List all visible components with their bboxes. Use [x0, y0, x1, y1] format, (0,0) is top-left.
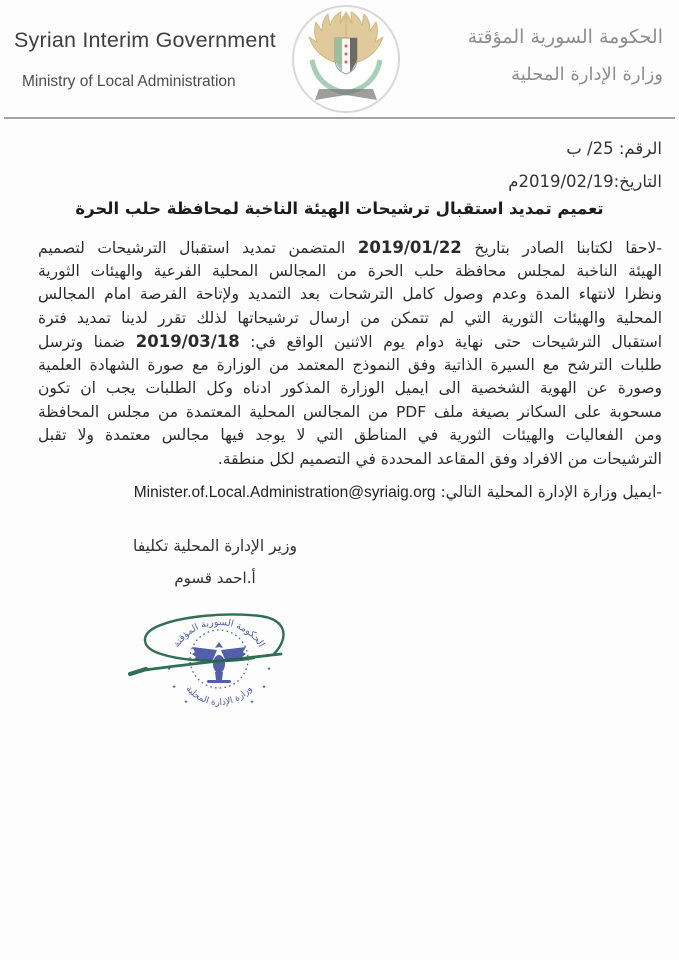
- org-name-arabic: الحكومة السورية المؤقتة: [467, 26, 663, 48]
- svg-text:٭: ٭: [166, 664, 172, 673]
- eagle-emblem-icon: [286, 2, 406, 122]
- svg-text:٭: ٭: [261, 682, 267, 691]
- body-line-7: وصورة عن الهوية الشخصية الى ايميل الوزارة المذكور ادناه وكل الطلبات يجب ان تكون: [38, 379, 662, 397]
- svg-text:٭: ٭: [266, 664, 272, 673]
- signature-block: [103, 537, 327, 587]
- svg-text:٭: ٭: [171, 682, 177, 691]
- government-emblem-logo: [286, 2, 406, 122]
- stamp-bottom-text: وزارة الإدارة المحلية: [183, 684, 255, 709]
- svg-text:٭: ٭: [249, 697, 255, 706]
- svg-text:وزارة الإدارة المحلية: [184, 684, 255, 708]
- svg-text:٭: ٭: [183, 697, 189, 706]
- ministry-name-arabic: وزارة الإدارة المحلية: [511, 64, 663, 85]
- reference-number-line: الرقم: 25/ ب: [566, 139, 662, 158]
- email-line: [38, 480, 662, 504]
- body-line-6: طلبات الترشح مع السيرة الذاتية وفق النموذج المعتمد من الوزارة مع صورة الشهادة العلمية: [38, 355, 662, 374]
- ministry-name-english: Ministry of Local Administration: [22, 73, 236, 90]
- date-emphasis: 2019/01/22: [357, 238, 462, 257]
- body-line-3: ونظرا لانتهاء المدة وعدم وصول كامل الترشحات بعد التمديد ولإتاحة الفرصة امام المجالس: [38, 285, 662, 303]
- body-line-5-post: ضمنا وترسل: [38, 333, 126, 351]
- header-divider: [4, 117, 675, 119]
- stamp-top-text: الحكومة السورية المؤقتة: [171, 616, 267, 650]
- body-paragraph: [38, 236, 662, 504]
- flag-shield: [335, 38, 357, 74]
- body-line-8: مسحوبة على السكانر بصيغة ملف PDF من المجالس المحلية المعتمدة من مجلس المحافظة: [38, 402, 662, 421]
- date-emphasis: 2019/03/18: [135, 332, 240, 351]
- body-line-2: الهيئة الناخبة لمجلس محافظة حلب الحرة من المجالس المحلية الفرعية والهيئات الثورية: [38, 261, 662, 280]
- body-line-4: المحلية والهيئات الثورية التي لم تتمكن من ارسال ترشيحاتها لذلك تقرر لدينا تمديد فترة: [38, 308, 662, 327]
- body-line-5: [38, 330, 662, 354]
- body-line-9: ومن الفعاليات والهيئات الثورية في المناطق التي لا يوجد فيها مجالس معتمدة ولا تقبل: [38, 426, 662, 444]
- body-line-5-pre: استقبال الترشيحات حتى نهاية دوام يوم الاثنين الواقع في:: [250, 333, 662, 351]
- letterhead-english: [14, 28, 276, 91]
- letterhead-arabic: [468, 26, 663, 85]
- signature-role: وزير الإدارة المحلية تكليفا: [133, 537, 297, 555]
- document-title: تعميم تمديد استقبال ترشيحات الهيئة الناخبة لمحافظة حلب الحرة: [75, 199, 604, 218]
- body-line-10: الترشيحات من الافراد وفق المقاعد المحددة في التصميم لكل منطقة.: [217, 449, 662, 468]
- official-stamp: [88, 597, 408, 725]
- stamp-graphic: [88, 597, 408, 725]
- date-line: التاريخ:2019/02/19م: [508, 172, 662, 191]
- document-meta: [508, 136, 662, 202]
- signature-name: أ.احمد قسوم: [174, 569, 256, 587]
- body-line-1: [38, 236, 662, 260]
- body-line-1-pre: -لاحقا لكتابنا الصادر بتاريخ: [474, 239, 662, 257]
- body-line-1-post: المتضمن تمديد استقبال الترشيحات لتصميم: [38, 239, 346, 257]
- email-label: -ايميل وزارة الإدارة المحلية التالي:: [440, 483, 662, 501]
- email-address: Minister.of.Local.Administration@syriaig.org: [133, 484, 436, 501]
- org-name-english: Syrian Interim Government: [14, 28, 276, 52]
